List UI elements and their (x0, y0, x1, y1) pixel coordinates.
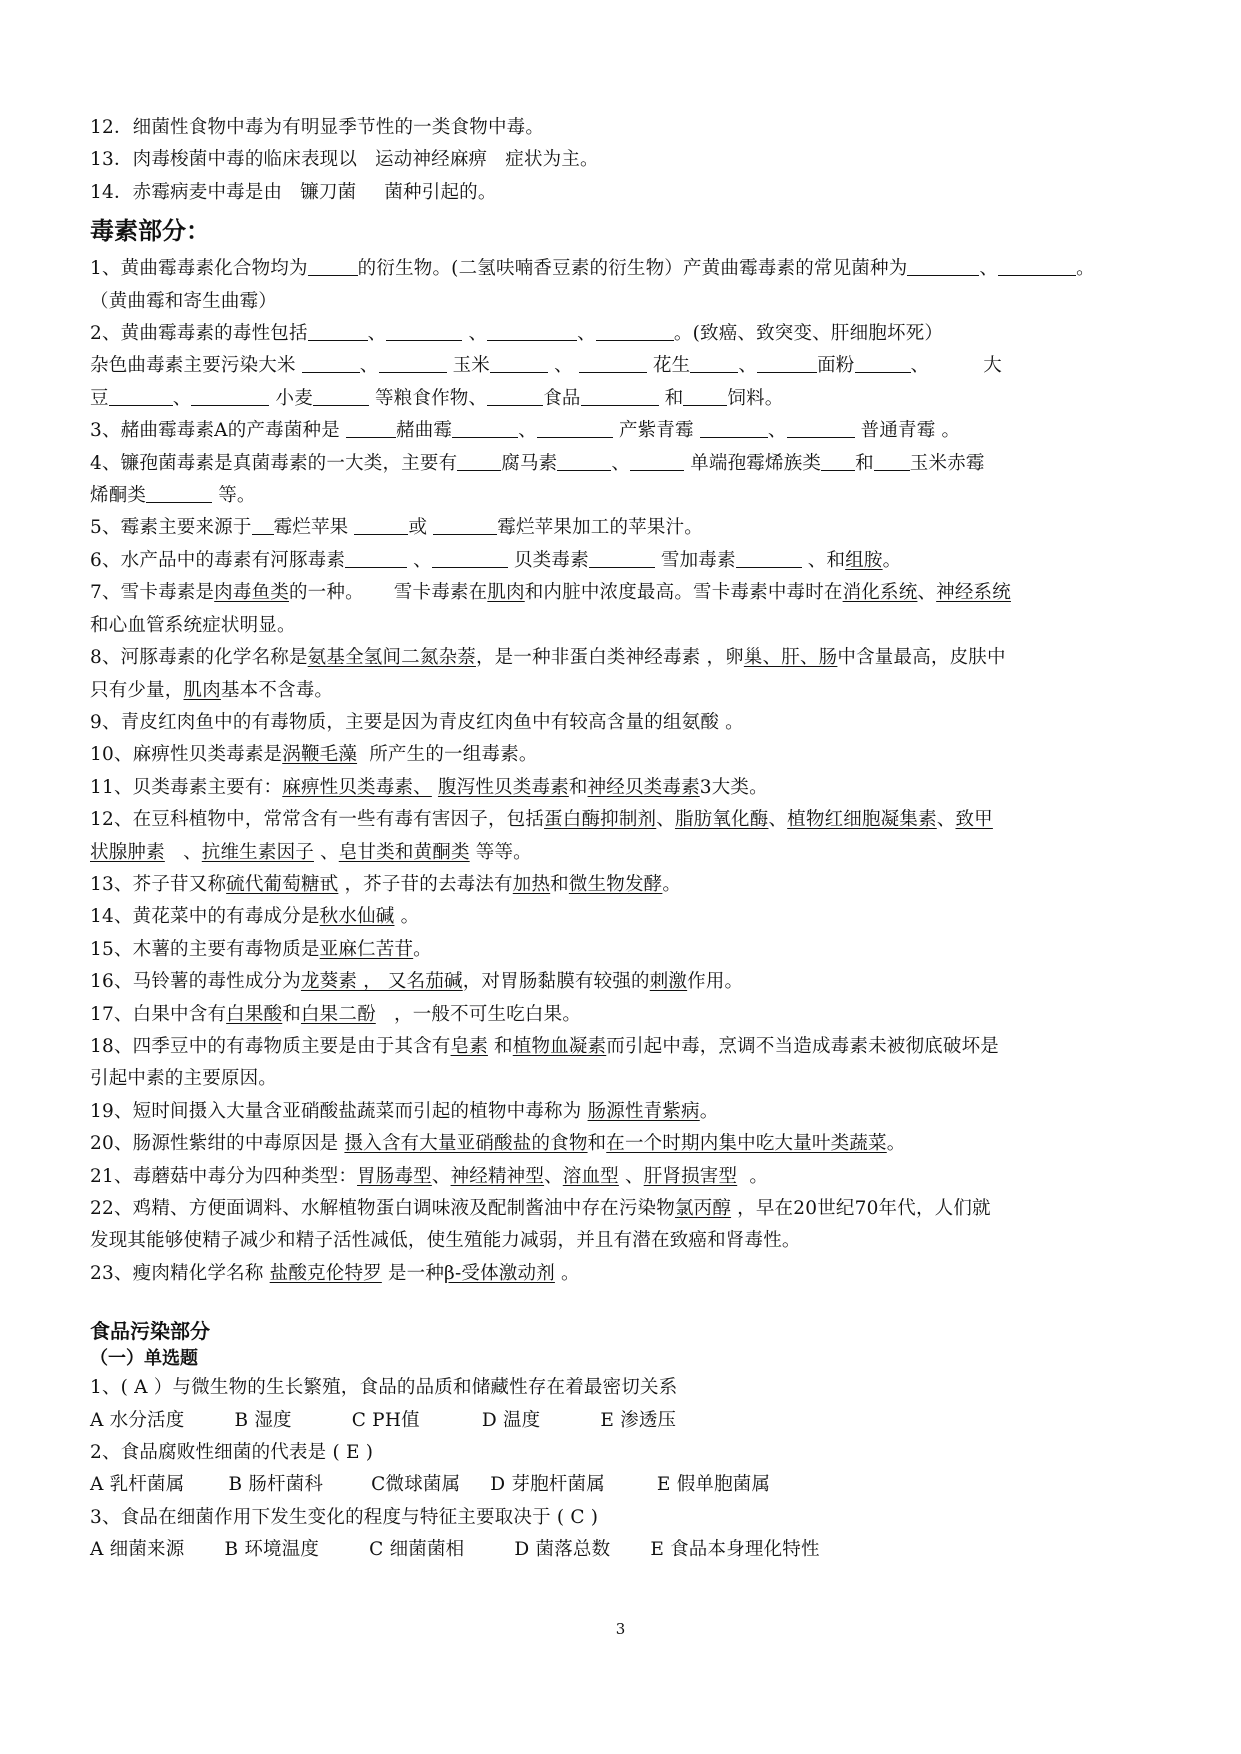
toxin-question-5: 5、霉素主要来源于 霉烂苹果 或 霉烂苹果加工的苹果汁。 (90, 512, 1180, 544)
toxin-question-13: 13、芥子苷又称硫代葡萄糖甙 ，芥子苷的去毒法有加热和微生物发酵。 (90, 873, 682, 895)
option: E 食品本身理化特性 (650, 1539, 820, 1561)
toxin-question-10: 10、麻痹性贝类毒素是涡鞭毛藻 所产生的一组毒素。 (90, 744, 538, 766)
toxin-question-8: 8、河豚毒素的化学名称是氨基全氢间二氮杂萘，是一种非蛋白类神经毒素 ，卵巢、肝、肠中含量最高，皮肤中 (90, 647, 1006, 669)
option: B 环境温度 (224, 1539, 320, 1561)
option: E 渗透压 (600, 1409, 677, 1431)
toxin-question-4: 4、镰孢菌毒素是真菌毒素的一大类，主要有 腐马素 、 单端孢霉烯族类 和 玉米赤霉 (90, 448, 1180, 480)
toxin-question-2-part-c: 豆 、 小麦 等粮食作物、 食品 和 饲料。 (90, 383, 1180, 415)
toxin-question-14: 14、黄花菜中的有毒成分是秋水仙碱 。 (90, 906, 420, 928)
toxin-question-1-answer: （黄曲霉和寄生曲霉） (90, 290, 278, 312)
answer-blank (308, 320, 368, 341)
toxin-question-20: 20、肠源性紫绀的中毒原因是 摄入含有大量亚硝酸盐的食物和在一个时期内集中吃大量叶类蔬菜。 (90, 1133, 906, 1155)
answer-blank (346, 417, 396, 438)
answer-blank (432, 547, 508, 568)
option: D 温度 (481, 1409, 541, 1431)
toxin-question-23: 23、瘦肉精化学名称 盐酸克伦特罗 是一种β-受体激动剂 。 (90, 1262, 580, 1284)
toxin-question-17: 17、白果中含有白果酸和白果二酚 ，一般不可生吃白果。 (90, 1003, 582, 1025)
answer-blank (252, 514, 274, 535)
answer-blank (757, 352, 817, 373)
answer-blank (487, 320, 577, 341)
option: C PH值 (351, 1409, 420, 1431)
answer-blank (345, 547, 407, 568)
toxin-question-22-cont: 发现其能够使精子减少和精子活性减低，使生殖能力减弱，并且有潜在致癌和肾毒性。 (90, 1230, 801, 1252)
intro-item-13: 13．肉毒梭菌中毒的临床表现以 运动神经麻痹 症状为主。 (90, 149, 599, 171)
toxin-question-11: 11、贝类毒素主要有：麻痹性贝类毒素、 腹泻性贝类毒素和神经贝类毒素3大类。 (90, 776, 768, 798)
answer-blank (907, 255, 979, 276)
answer-blank (690, 352, 738, 373)
toxin-question-7: 7、雪卡毒素是肉毒鱼类的一种。 雪卡毒素在肌肉和内脏中浓度最高。雪卡毒素中毒时在消化系统、神经系统 (90, 582, 1011, 604)
answer-blank (146, 482, 212, 503)
toxin-question-7-cont: 和心血管系统症状明显。 (90, 614, 296, 636)
answer-blank (579, 352, 647, 373)
subsection-heading-single-choice: （一）单选题 (90, 1348, 198, 1370)
toxin-question-16: 16、马铃薯的毒性成分为龙葵素 ， 又名茄碱，对胃肠黏膜有较强的刺激作用。 (90, 971, 744, 993)
answer-blank (490, 352, 548, 373)
answer-blank (354, 514, 408, 535)
option: D 芽胞杆菌属 (490, 1474, 605, 1496)
toxin-question-9: 9、青皮红肉鱼中的有毒物质，主要是因为青皮红肉鱼中有较高含量的组氨酸 。 (90, 711, 744, 733)
toxin-question-2-part-b: 杂色曲毒素主要污染大米 、 玉米 、 花生 、 面粉 、 大 (90, 350, 1180, 382)
answer-blank (313, 385, 369, 406)
option: A 乳杆菌属 (90, 1474, 185, 1496)
intro-item-12: 12．细菌性食物中毒为有明显季节性的一类食物中毒。 (90, 117, 545, 138)
answer-blank (537, 417, 613, 438)
answer-blank (386, 320, 462, 341)
contamination-question-2: 2、食品腐败性细菌的代表是 ( E ) (90, 1442, 374, 1464)
answer-blank (109, 385, 173, 406)
answer-blank (308, 255, 358, 276)
answer-blank (787, 417, 855, 438)
option: A 细菌来源 (90, 1539, 185, 1561)
intro-item-14: 14．赤霉病麦中毒是由 镰刀菌 菌种引起的。 (90, 181, 497, 203)
answer-blank (452, 417, 518, 438)
contamination-question-1: 1、( A ）与微生物的生长繁殖，食品的品质和储藏性存在着最密切关系 (90, 1377, 678, 1399)
answer-blank (379, 352, 447, 373)
answer-blank (596, 320, 674, 341)
option: B 肠杆菌科 (228, 1474, 324, 1496)
toxin-question-1: 1、黄曲霉毒素化合物均为 的衍生物。(二氢呋喃香豆素的衍生物）产黄曲霉毒素的常见菌种为 、 。 (90, 253, 1180, 285)
answer-blank (998, 255, 1076, 276)
answer-blank (487, 385, 543, 406)
answer-blank (821, 450, 855, 471)
option: C 细菌菌相 (369, 1539, 465, 1561)
contamination-question-2-options (90, 1469, 1180, 1501)
page-number: 3 (615, 1620, 626, 1638)
toxin-question-22: 22、鸡精、方便面调料、水解植物蛋白调味液及配制酱油中存在污染物氯丙醇 ，早在20世纪70年代，人们就 (90, 1198, 991, 1219)
contamination-question-3-options (90, 1534, 1180, 1566)
answer-blank (874, 450, 910, 471)
option: C微球菌属 (371, 1474, 461, 1496)
option: B 湿度 (234, 1409, 292, 1431)
option: A 水分活度 (90, 1409, 185, 1431)
toxin-question-18-cont: 引起中素的主要原因。 (90, 1068, 278, 1090)
toxin-question-19: 19、短时间摄入大量含亚硝酸盐蔬菜而引起的植物中毒称为 肠源性青紫病。 (90, 1100, 719, 1122)
answer-blank (457, 450, 501, 471)
toxin-question-12-cont: 状腺肿素 、抗维生素因子 、皂甘类和黄酮类 等等。 (90, 841, 532, 863)
answer-blank (302, 352, 360, 373)
toxin-question-15: 15、木薯的主要有毒物质是亚麻仁苦苷。 (90, 938, 432, 960)
answer-blank (855, 352, 911, 373)
contamination-question-1-options (90, 1405, 1180, 1437)
answer-blank (191, 385, 269, 406)
toxin-question-21: 21、毒蘑菇中毒分为四种类型：胃肠毒型、神经精神型、溶血型 、肝肾损害型 。 (90, 1165, 769, 1187)
section-heading-toxins: 毒素部分： (90, 217, 210, 246)
contamination-question-3: 3、食品在细菌作用下发生变化的程度与特征主要取决于 ( C ) (90, 1506, 599, 1528)
answer-blank (700, 417, 768, 438)
answer-blank (433, 514, 497, 535)
answer-blank (683, 385, 727, 406)
answer-blank (736, 547, 802, 568)
toxin-question-4-cont: 烯酮类 等。 (90, 480, 1180, 512)
toxin-question-2: 2、黄曲霉毒素的毒性包括 、 、 、 。(致癌、致突变、肝细胞坏死） (90, 318, 1180, 350)
section-heading-contamination: 食品污染部分 (90, 1319, 210, 1344)
answer-blank (581, 385, 659, 406)
answer-blank (630, 450, 684, 471)
option: D 菌落总数 (514, 1539, 611, 1561)
toxin-question-3: 3、赭曲霉毒素A的产毒菌种是 赭曲霉 、 产紫青霉 、 普通青霉 。 (90, 415, 1180, 447)
answer-blank (557, 450, 611, 471)
document-body (90, 112, 1180, 1567)
toxin-question-6: 6、水产品中的毒素有河豚毒素 、 贝类毒素 雪加毒素 、和组胺。 (90, 545, 1180, 577)
option: E 假单胞菌属 (656, 1474, 771, 1496)
answer-blank (589, 547, 655, 568)
toxin-question-12: 12、在豆科植物中，常常含有一些有毒有害因子，包括蛋白酶抑制剂、脂肪氧化酶、植物红细胞凝集素、致甲 (90, 809, 993, 831)
toxin-question-8-cont: 只有少量，肌肉基本不含毒。 (90, 679, 334, 701)
toxin-question-18: 18、四季豆中的有毒物质主要是由于其含有皂素 和植物血凝素而引起中毒，烹调不当造成毒素未被彻底破坏是 (90, 1035, 999, 1057)
